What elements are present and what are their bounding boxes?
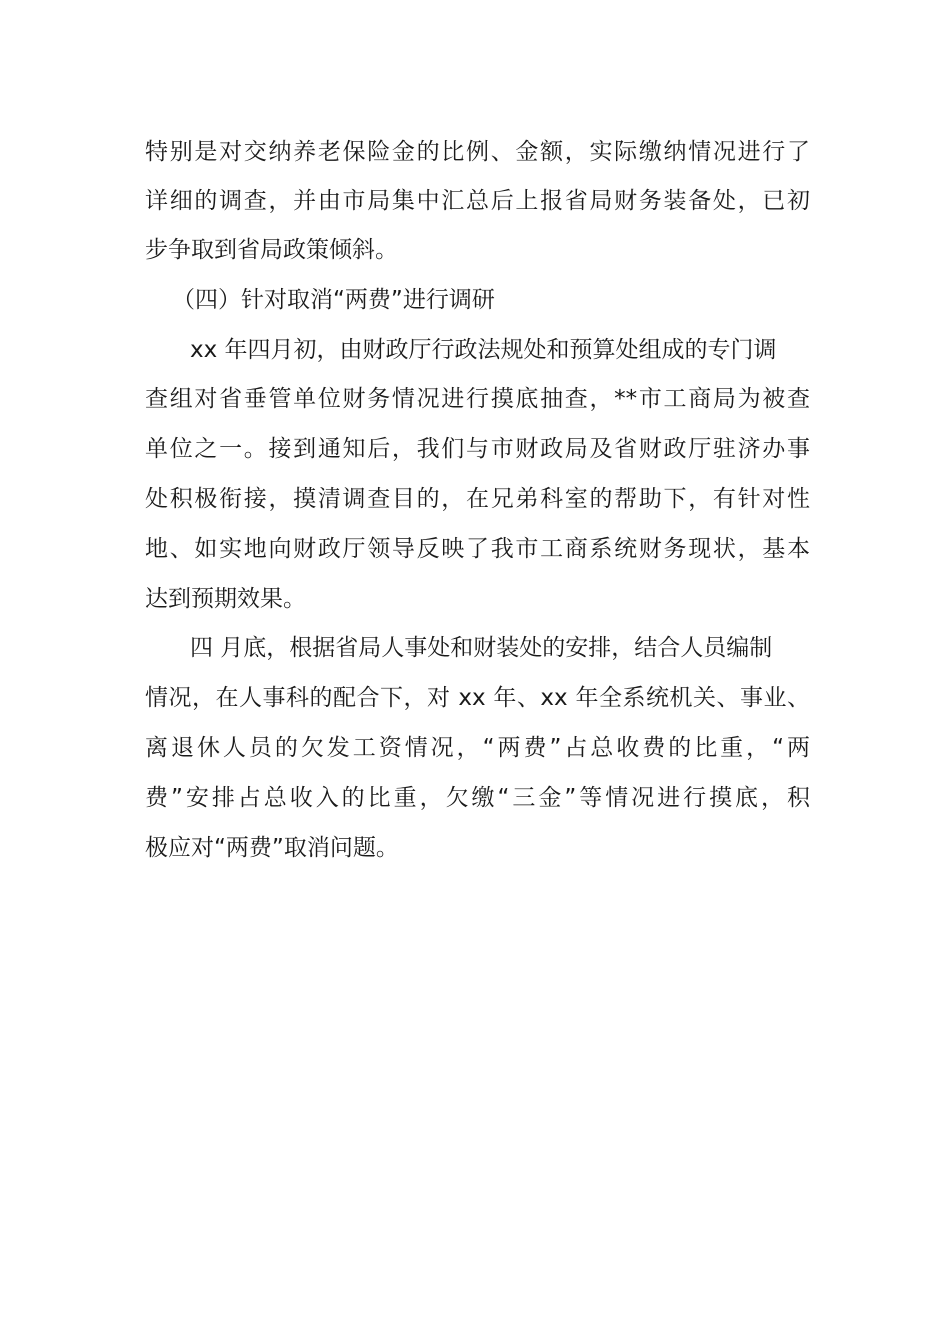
paragraph-line: 情况，在人事科的配合下，对 xx 年、xx 年全系统机关、事业、 — [145, 685, 810, 711]
paragraph-line: 步争取到省局政策倾斜。 — [145, 237, 398, 263]
paragraph-line: 查组对省垂管单位财务情况进行摸底抽查，**市工商局为被查 — [145, 386, 810, 412]
paragraph-line: 处积极衔接，摸清调查目的，在兄弟科室的帮助下，有针对性 — [145, 486, 810, 512]
paragraph-line: 地、如实地向财政厅领导反映了我市工商系统财务现状，基本 — [145, 536, 810, 562]
paragraph-line: 单位之一。接到通知后，我们与市财政局及省财政厅驻济办事 — [145, 436, 810, 462]
section-heading: （四）针对取消“两费”进行调研 — [172, 287, 495, 313]
paragraph-line: 费”安排占总收入的比重，欠缴“三金”等情况进行摸底，积 — [145, 785, 810, 811]
paragraph-line: 极应对“两费”取消问题。 — [145, 835, 399, 861]
paragraph-line: 四 月底，根据省局人事处和财装处的安排，结合人员编制 — [190, 635, 773, 661]
paragraph-line: 详细的调查，并由市局集中汇总后上报省局财务装备处，已初 — [145, 188, 810, 214]
paragraph-line: 特别是对交纳养老保险金的比例、金额，实际缴纳情况进行了 — [145, 139, 810, 165]
paragraph-line: 离退休人员的欠发工资情况，“两费”占总收费的比重，“两 — [145, 735, 810, 761]
paragraph-line: 达到预期效果。 — [145, 586, 306, 612]
paragraph-line: xx 年四月初，由财政厅行政法规处和预算处组成的专门调 — [190, 337, 777, 363]
